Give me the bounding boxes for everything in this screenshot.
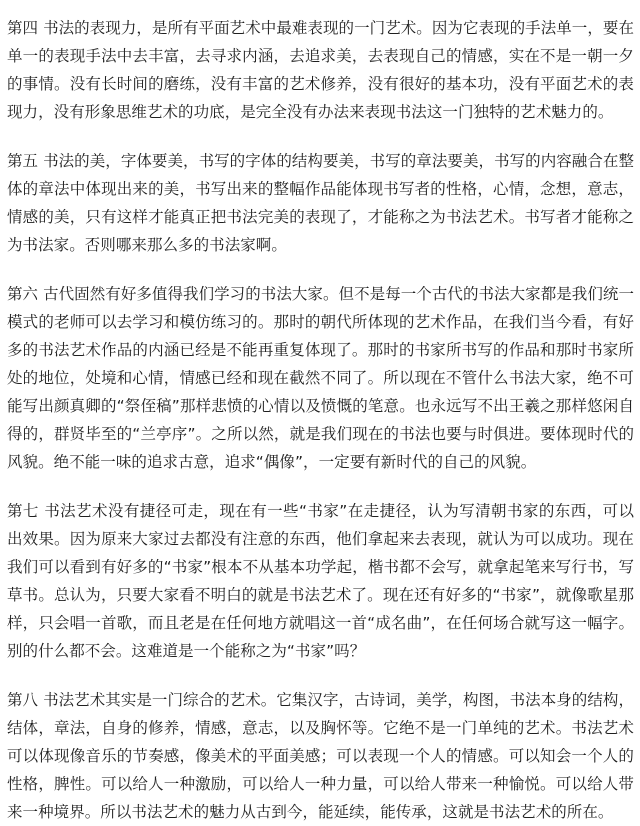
paragraph-4: 第四 书法的表现力，是所有平面艺术中最难表现的一门艺术。因为它表现的手法单一，要在单一的表现手法中去丰富，去寻求内涵，去追求美，去表现自己的情感，实在不是一朝一夕的事情。没有长时间的磨练，没有丰富的艺术修养，没有很好的基本功，没有平面艺术的表现力，没有形象思维艺术的功底，是完全没有办法来表现书法这一门独特的艺术魅力的。 <box>7 19 634 121</box>
paragraph-8: 第八 书法艺术其实是一门综合的艺术。它集汉字，古诗词，美学，构图，书法本身的结构，结体，章法，自身的修养，情感，意志，以及胸怀等。它绝不是一门单纯的艺术。书法艺术可以体现像音乐的节奏感，像美术的平面美感；可以表现一个人的情感。可以知会一个人的性格，脾性。可以给人一种激励，可以给人一种力量，可以给人带来一种愉悦。可以给人带来一种境界。所以书法艺术的魅力从古到今，能延续，能传承，这就是书法艺术的所在。 <box>7 691 634 821</box>
paragraph-5: 第五 书法的美，字体要美，书写的字体的结构要美，书写的章法要美，书写的内容融合在整体的章法中体现出来的美，书写出来的整幅作品能体现书写者的性格，心情，念想，意志，情感的美，只有这样才能真正把书法完美的表现了，才能称之为书法艺术。书写者才能称之为书法家。否则哪来那么多的书法家啊。 <box>7 152 634 254</box>
paragraph-7: 第七 书法艺术没有捷径可走，现在有一些“书家”在走捷径，认为写清朝书家的东西，可以出效果。因为原来大家过去都没有注意的东西，他们拿起来去表现，就认为可以成功。现在我们可以看到有好多的“书家”根本不从基本功学起，楷书都不会写，就拿起笔来写行书，写草书。总认为，只要大家看不明白的就是书法艺术了。现在还有好多的“书家”，就像歌星那样，只会唱一首歌，而且老是在任何地方就唱这一首“成名曲”，在任何场合就写这一幅字。别的什么都不会。这难道是一个能称之为“书家”吗？ <box>7 502 634 660</box>
article-body <box>7 0 634 826</box>
paragraph-6: 第六 古代固然有好多值得我们学习的书法大家。但不是每一个古代的书法大家都是我们统一模式的老师可以去学习和模仿练习的。那时的朝代所体现的艺术作品，在我们当今看，有好多的书法艺术作品的内涵已经是不能再重复体现了。那时的书家所书写的作品和那时书家所处的地位，处境和心情，情感已经和现在截然不同了。所以现在不管什么书法大家，绝不可能写出颜真卿的“祭侄稿”那样悲愤的心情以及愤慨的笔意。也永远写不出王羲之那样悠闲自得的，群贤毕至的“兰亭序”。之所以然，就是我们现在的书法也要与时俱进。要体现时代的风貌。绝不能一味的追求古意，追求“偶像”，一定要有新时代的自己的风貌。 <box>7 285 634 471</box>
